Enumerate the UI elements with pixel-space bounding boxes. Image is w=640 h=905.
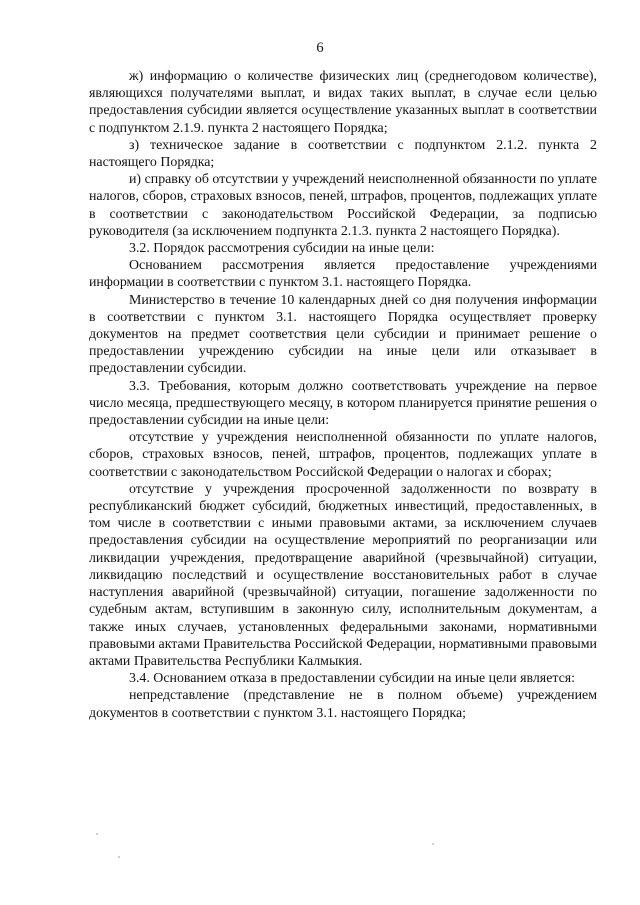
paragraph-basis-of-review: Основанием рассмотрения является предоставление учреждениями информации в соответствии с пунктом 3.1. настоящего Порядка. xyxy=(89,258,597,291)
scan-speck xyxy=(432,843,434,845)
scan-speck xyxy=(118,856,120,858)
section-heading-3-4: 3.4. Основанием отказа в предоставлении субсидии на иные цели является: xyxy=(129,671,576,687)
paragraph-ministry-review: Министерство в течение 10 календарных дней со дня получения информации в соответствии с пунктом 3.1. настоящего Порядка осуществляет проверку документов на предмет соответствия цели субсидии и принимает решение о предоставлении учреждению субсидии на иные цели или отказывает в предоставлении субсидии. xyxy=(89,292,597,377)
paragraph-requirement-debt: отсутствие у учреждения просроченной задолженности по возврату в республиканский бюджет субсидий, бюджетных инвестиций, предоставленных, в том числе в соответствии с иными правовыми актами, за исключением случаев предоставления субсидии на осуществление мероприятий по реорганизации или ликвидации учреждения, предотвращение аварийной (чрезвычайной) ситуации, ликвидацию последствий и осуществление восстановительных работ в случае наступления аварийной (чрезвычайной) ситуации, погашение задолженности по судебным актам, вступившим в законную силу, исполнительным документам, а также иных случаев, установленных федеральными законами, нормативными правовыми актами Правительства Российской Федерации, нормативными правовыми актами Правительства Республики Калмыкия. xyxy=(89,481,597,669)
paragraph-item-z: з) техническое задание в соответствии с подпунктом 2.1.2. пункта 2 настоящего Порядка; xyxy=(89,137,597,171)
paragraph-item-zh: ж) информацию о количестве физических лиц (среднегодовом количестве), являющихся получателями выплат, и видах таких выплат, в случае если целью предоставления субсидии является осуществление указанных выплат в соответствии с подпунктом 2.1.9. пункта 2 настоящего Порядка; xyxy=(89,69,597,136)
paragraph-refusal-basis: непредставление (представление не в полном объеме) учреждением документов в соответствии с пунктом 3.1. настоящего Порядка; xyxy=(89,688,597,721)
page-number: 6 xyxy=(316,40,324,56)
section-heading-3-3: 3.3. Требования, которым должно соответствовать учреждение на первое число месяца, предшествующего месяцу, в котором планируется принятие решения о предоставлении субсидии на иные цели: xyxy=(89,378,597,429)
paragraph-item-i: и) справку об отсутствии у учреждений неисполненной обязанности по уплате налогов, сборов, страховых взносов, пеней, штрафов, процентов, подлежащих уплате в соответствии с законодательством Российской Федерации, за подписью руководителя (за исключением подпункта 2.1.3. пункта 2 настоящего Порядка). xyxy=(89,172,597,239)
document-body xyxy=(89,68,597,722)
section-heading-3-2: 3.2. Порядок рассмотрения субсидии на иные цели: xyxy=(129,241,435,257)
scan-speck xyxy=(96,833,98,835)
paragraph-requirement-taxes: отсутствие у учреждения неисполненной обязанности по уплате налогов, сборов, страховых взносов, пеней, штрафов, процентов, подлежащих уплате в соответствии с законодательством Российской Федерации о налогах и сборах; xyxy=(89,430,597,480)
